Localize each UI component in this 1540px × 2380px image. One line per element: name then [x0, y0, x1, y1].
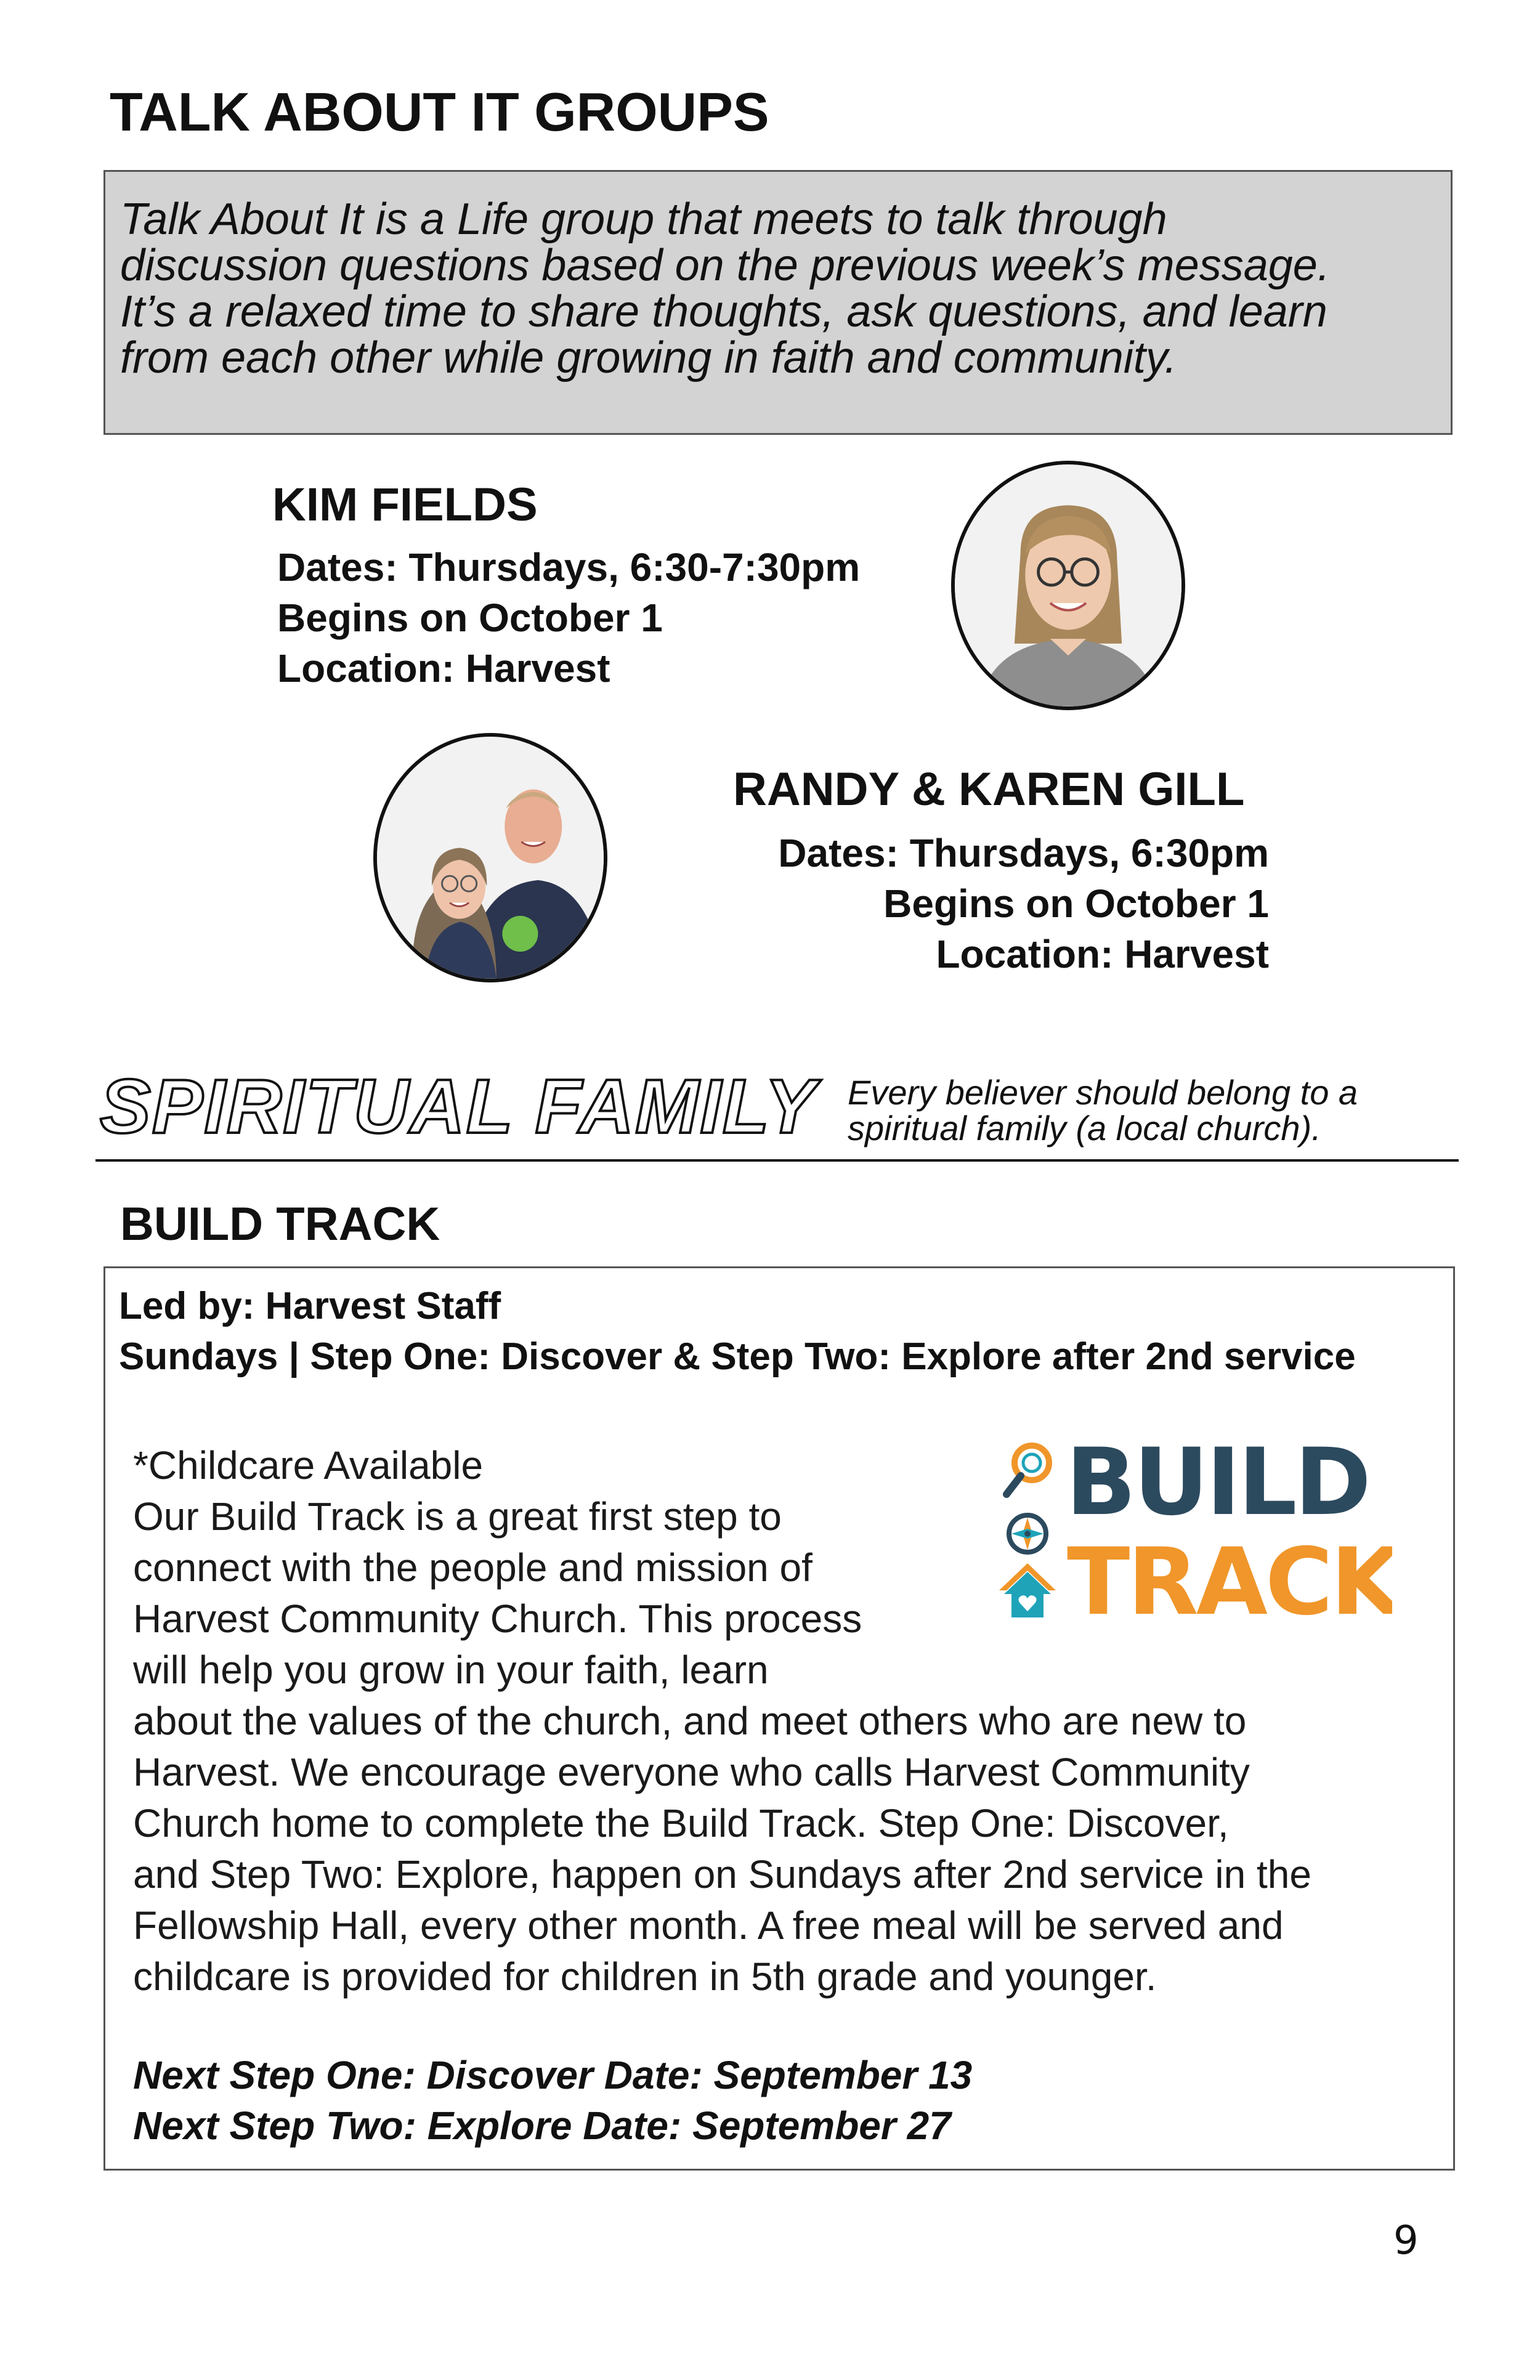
section-heading-build-track: BUILD TRACK: [120, 1198, 440, 1250]
spiritual-family-title: SPIRITUAL FAMILY: [100, 1064, 817, 1149]
description-line: childcare is provided for children in 5th grade and younger.: [133, 1954, 1157, 1999]
leader-photo-kim: [951, 461, 1185, 710]
house-heart-icon: [999, 1563, 1056, 1617]
leader-begins: Begins on October 1: [277, 596, 663, 640]
section-divider: [95, 1159, 1459, 1162]
compass-icon: [1009, 1515, 1046, 1552]
magnifier-icon: [1007, 1446, 1049, 1494]
description-line: will help you grow in your faith, learn: [133, 1648, 769, 1692]
leader-dates: Dates: Thursdays, 6:30pm: [778, 831, 1269, 875]
description-line: Fellowship Hall, every other month. A free meal will be served and: [133, 1903, 1284, 1948]
portrait-woman-glasses: [955, 464, 1181, 706]
intro-line: from each other while growing in faith and community.: [120, 333, 1177, 382]
build-track-logo: [998, 1435, 1392, 1626]
leader-location: Location: Harvest: [936, 932, 1269, 976]
portrait-couple: [377, 737, 604, 979]
intro-box: [103, 170, 1453, 435]
description-line: Our Build Track is a great first step to: [133, 1494, 782, 1539]
logo-word-track: TRACK: [1067, 1529, 1392, 1626]
build-track-led-by: Led by: Harvest Staff: [119, 1285, 501, 1327]
description-line: connect with the people and mission of: [133, 1545, 813, 1590]
description-line: Harvest. We encourage everyone who calls Harvest Community: [133, 1750, 1250, 1794]
logo-word-build: BUILD: [1066, 1435, 1369, 1536]
description-line: and Step Two: Explore, happen on Sundays after 2nd service in the: [133, 1852, 1311, 1896]
description-line: Harvest Community Church. This process: [133, 1597, 862, 1641]
description-line: about the values of the church, and meet others who are new to: [133, 1699, 1247, 1743]
leader-name-kim: KIM FIELDS: [272, 479, 538, 531]
intro-line: discussion questions based on the previous week’s message.: [120, 241, 1330, 290]
spiritual-family-line: spiritual family (a local church).: [848, 1109, 1321, 1148]
leader-details-kim: [277, 542, 860, 694]
intro-line: Talk About It is a Life group that meets to talk through: [120, 195, 1167, 244]
description-line: Church home to complete the Build Track. Step One: Discover,: [133, 1801, 1229, 1845]
spiritual-family-line: Every believer should belong to a: [848, 1073, 1358, 1112]
leader-name-gill: RANDY & KAREN GILL: [733, 763, 1245, 816]
next-explore-date: Next Step Two: Explore Date: September 27: [133, 2103, 951, 2148]
leader-details-gill: [778, 828, 1269, 979]
spiritual-family-text: [848, 1075, 1358, 1146]
leader-photo-gill: [373, 733, 607, 982]
intro-line: It’s a relaxed time to share thoughts, ask questions, and learn: [120, 287, 1327, 336]
leader-begins: Begins on October 1: [883, 881, 1269, 926]
section-heading-talk-about-it: TALK ABOUT IT GROUPS: [110, 81, 769, 142]
leader-dates: Dates: Thursdays, 6:30-7:30pm: [277, 545, 861, 589]
build-track-schedule: Sundays | Step One: Discover & Step Two: Explore after 2nd service: [119, 1335, 1356, 1378]
next-discover-date: Next Step One: Discover Date: September 13: [133, 2053, 973, 2097]
page-number: 9: [1393, 2218, 1419, 2264]
description-line: *Childcare Available: [133, 1443, 484, 1488]
leader-location: Location: Harvest: [277, 646, 610, 690]
